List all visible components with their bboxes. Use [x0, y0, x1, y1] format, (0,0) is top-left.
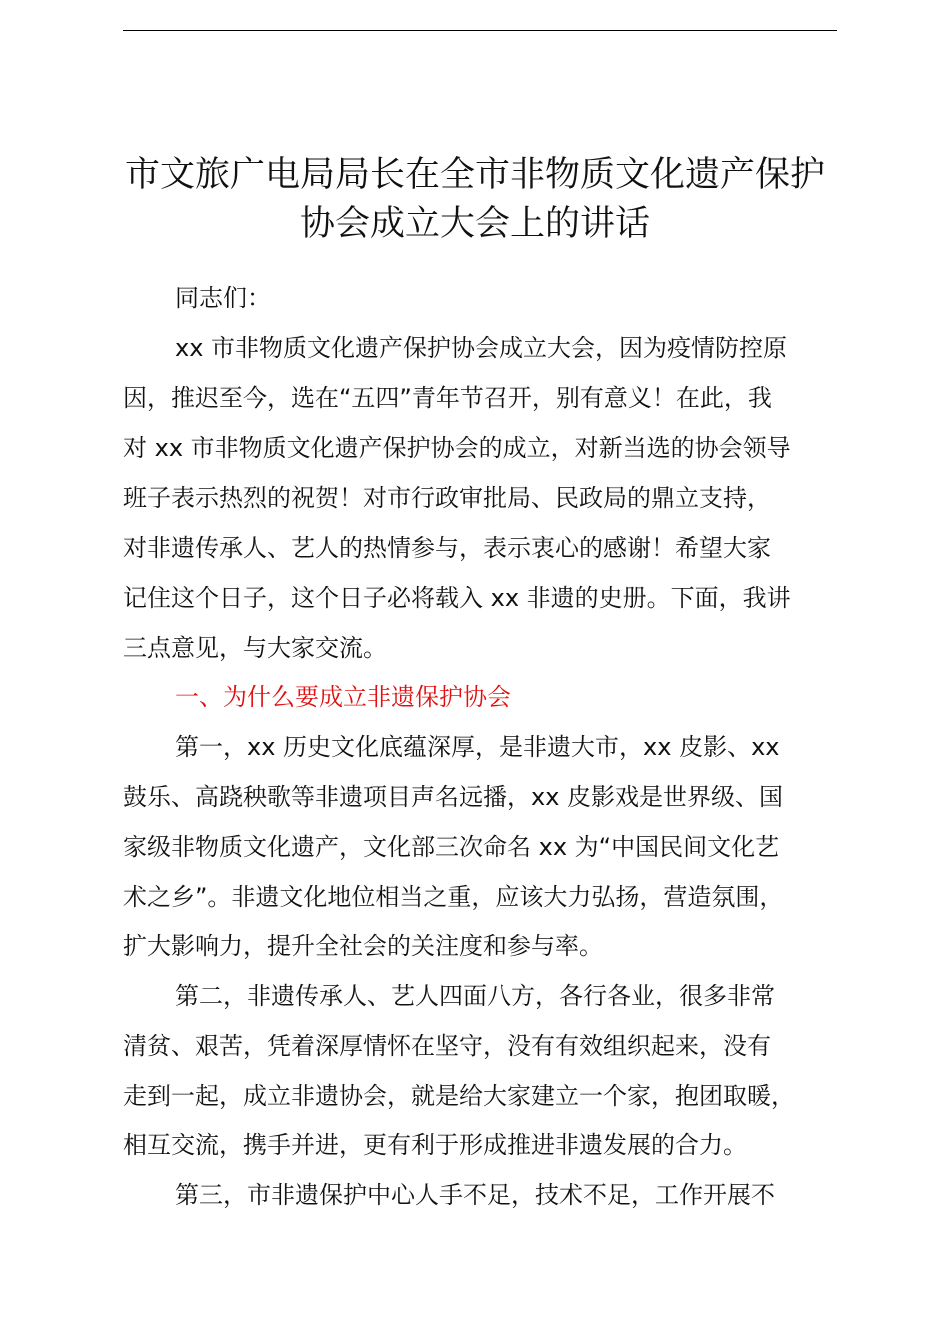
paragraph-1-line-6: 记住这个日子，这个日子必将载入 xx 非遗的史册。下面，我讲 [123, 584, 791, 612]
paragraph-2-line-3: 家级非物质文化遗产，文化部三次命名 xx 为“中国民间文化艺 [123, 833, 780, 861]
section-heading-1: 一、为什么要成立非遗保护协会 [175, 683, 511, 711]
paragraph-1-line-4: 班子表示热烈的祝贺！对市行政审批局、民政局的鼎立支持， [123, 484, 771, 512]
paragraph-2-line-4: 术之乡”。非遗文化地位相当之重，应该大力弘扬，营造氛围， [123, 883, 784, 911]
paragraph-3-line-4: 相互交流，携手并进，更有利于形成推进非遗发展的合力。 [123, 1131, 747, 1159]
paragraph-1-line-1: xx 市非物质文化遗产保护协会成立大会，因为疫情防控原 [175, 334, 788, 362]
document-title-line-1: 市文旅广电局局长在全市非物质文化遗产保护 [124, 155, 825, 195]
salutation: 同志们： [175, 284, 271, 312]
paragraph-3-line-3: 走到一起，成立非遗协会，就是给大家建立一个家，抱团取暖， [123, 1082, 795, 1110]
paragraph-3-line-2: 清贫、艰苦，凭着深厚情怀在坚守，没有有效组织起来，没有 [123, 1032, 771, 1060]
paragraph-2-line-1: 第一，xx 历史文化底蕴深厚，是非遗大市，xx 皮影、xx [175, 733, 780, 761]
header-rule [123, 30, 837, 31]
document-title-line-2: 协会成立大会上的讲话 [299, 204, 650, 244]
paragraph-1-line-7: 三点意见，与大家交流。 [123, 634, 387, 662]
paragraph-3-line-1: 第二，非遗传承人、艺人四面八方，各行各业，很多非常 [175, 982, 775, 1010]
paragraph-4-line-1: 第三，市非遗保护中心人手不足，技术不足，工作开展不 [175, 1181, 775, 1209]
paragraph-2-line-2: 鼓乐、高跷秧歌等非遗项目声名远播，xx 皮影戏是世界级、国 [123, 783, 784, 811]
paragraph-1-line-5: 对非遗传承人、艺人的热情参与，表示衷心的感谢！希望大家 [123, 534, 771, 562]
paragraph-1-line-3: 对 xx 市非物质文化遗产保护协会的成立，对新当选的协会领导 [123, 434, 791, 462]
paragraph-1-line-2: 因，推迟至今，选在“五四”青年节召开，别有意义！在此，我 [123, 384, 772, 412]
paragraph-2-line-5: 扩大影响力，提升全社会的关注度和参与率。 [123, 932, 603, 960]
